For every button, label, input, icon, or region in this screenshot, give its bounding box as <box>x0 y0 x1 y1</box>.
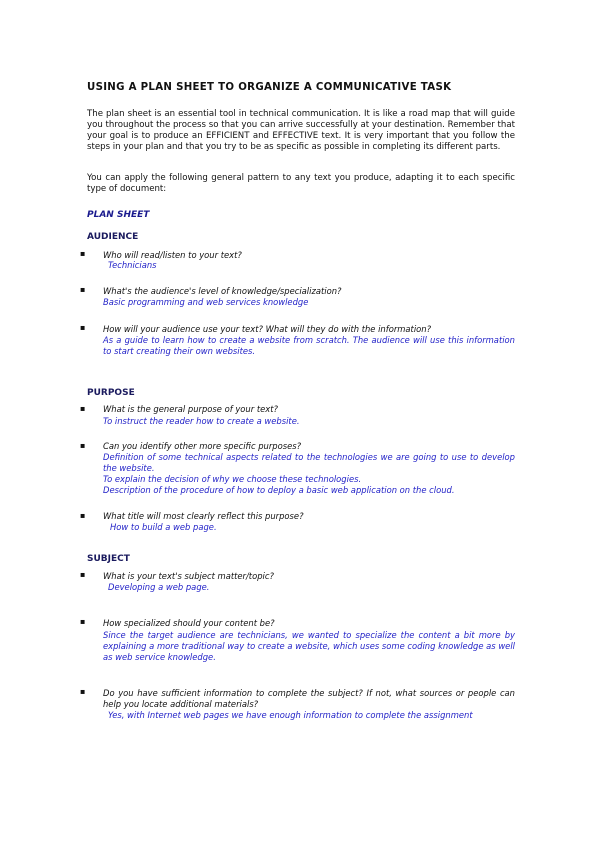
plan-sheet-heading: PLAN SHEET <box>87 210 150 220</box>
intro-paragraph-2: You can apply the following general pattern to any text you produce, adapting it to each specific type of document: <box>87 173 515 194</box>
purpose-heading: PURPOSE <box>87 388 135 398</box>
bullet-icon: ▪ <box>80 404 86 413</box>
purpose-question-2: Can you identify other more specific purposes? <box>103 441 302 451</box>
bullet-icon: ▪ <box>80 249 86 258</box>
bullet-icon: ▪ <box>80 687 86 696</box>
page-title: USING A PLAN SHEET TO ORGANIZE A COMMUNICATIVE TASK <box>87 82 452 93</box>
audience-answer-1: Technicians <box>108 260 157 270</box>
subject-answer-2: Since the target audience are technicians, we wanted to specialize the content a bit more by explaining a more traditional way to create a website, which uses some coding knowledge as well as web service knowledge. <box>103 630 515 662</box>
audience-answer-2: Basic programming and web services knowledge <box>103 297 309 307</box>
purpose-answer-2-line-2: To explain the decision of why we choose these technologies. <box>103 474 362 484</box>
audience-heading: AUDIENCE <box>87 232 139 242</box>
subject-question-2: How specialized should your content be? <box>103 618 275 628</box>
bullet-icon: ▪ <box>80 570 86 579</box>
purpose-answer-1: To instruct the reader how to create a website. <box>103 416 300 426</box>
purpose-question-3: What title will most clearly reflect this purpose? <box>103 511 304 521</box>
audience-question-2: What's the audience's level of knowledge/specialization? <box>103 286 342 296</box>
subject-answer-1: Developing a web page. <box>108 582 210 592</box>
intro-paragraph: The plan sheet is an essential tool in technical communication. It is like a road map that will guide you throughout the process so that you can arrive successfully at your destination. Remember that your goal is to produce an EFFICIENT and EFFECTIVE text. It is very important that you follow the steps in your plan and that you try to be as specific as possible in completing its different parts. <box>87 109 515 152</box>
subject-heading: SUBJECT <box>87 554 130 564</box>
purpose-question-1: What is the general purpose of your text? <box>103 404 278 414</box>
bullet-icon: ▪ <box>80 617 86 626</box>
audience-question-3: How will your audience use your text? What will they do with the information? <box>103 324 432 334</box>
bullet-icon: ▪ <box>80 285 86 294</box>
subject-question-1: What is your text's subject matter/topic? <box>103 571 274 581</box>
bullet-icon: ▪ <box>80 323 86 332</box>
audience-question-1: Who will read/listen to your text? <box>103 250 242 260</box>
bullet-icon: ▪ <box>80 511 86 520</box>
purpose-answer-2-line-1: Definition of some technical aspects related to the technologies we are going to use to develop the website. <box>103 452 515 473</box>
audience-answer-3: As a guide to learn how to create a website from scratch. The audience will use this information to start creating their own websites. <box>103 335 515 356</box>
subject-answer-3: Yes, with Internet web pages we have enough information to complete the assignment <box>108 710 473 720</box>
bullet-icon: ▪ <box>80 441 86 450</box>
purpose-answer-2-line-3: Description of the procedure of how to deploy a basic web application on the cloud. <box>103 485 455 495</box>
subject-question-3: Do you have sufficient information to complete the subject? If not, what sources or people can help you locate additional materials? <box>103 688 515 709</box>
purpose-answer-3: How to build a web page. <box>110 522 217 532</box>
